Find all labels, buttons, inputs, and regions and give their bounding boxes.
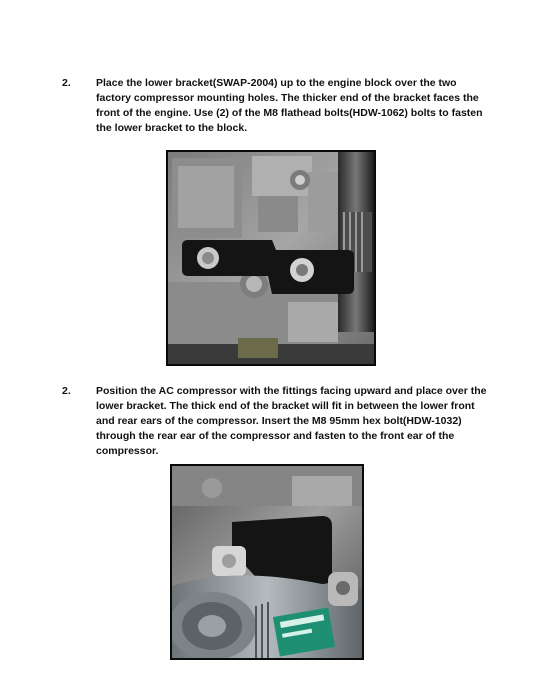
step-1-number: 2.	[62, 77, 71, 89]
step-2-text: Position the AC compressor with the fittings facing upward and place over the lower bracket. The thick end of the bracket will fit in between the lower front and rear ears of the compressor. Insert the M8 95mm hex bolt(HDW-1032) through the rear ear of the compressor and fasten to the front ear of the compressor.	[96, 385, 487, 457]
step-1-text: Place the lower bracket(SWAP-2004) up to the engine block over the two factory compressor mounting holes. The thicker end of the bracket faces the front of the engine. Use (2) of the M8 flathead bolts(HDW-1062) bolts to fasten the lower bracket to the block.	[96, 77, 483, 134]
engine-block-illustration	[168, 152, 374, 364]
lower-bracket-photo	[166, 150, 376, 366]
compressor-illustration	[172, 466, 362, 658]
compressor-install-photo	[170, 464, 364, 660]
step-2-number: 2.	[62, 385, 71, 397]
